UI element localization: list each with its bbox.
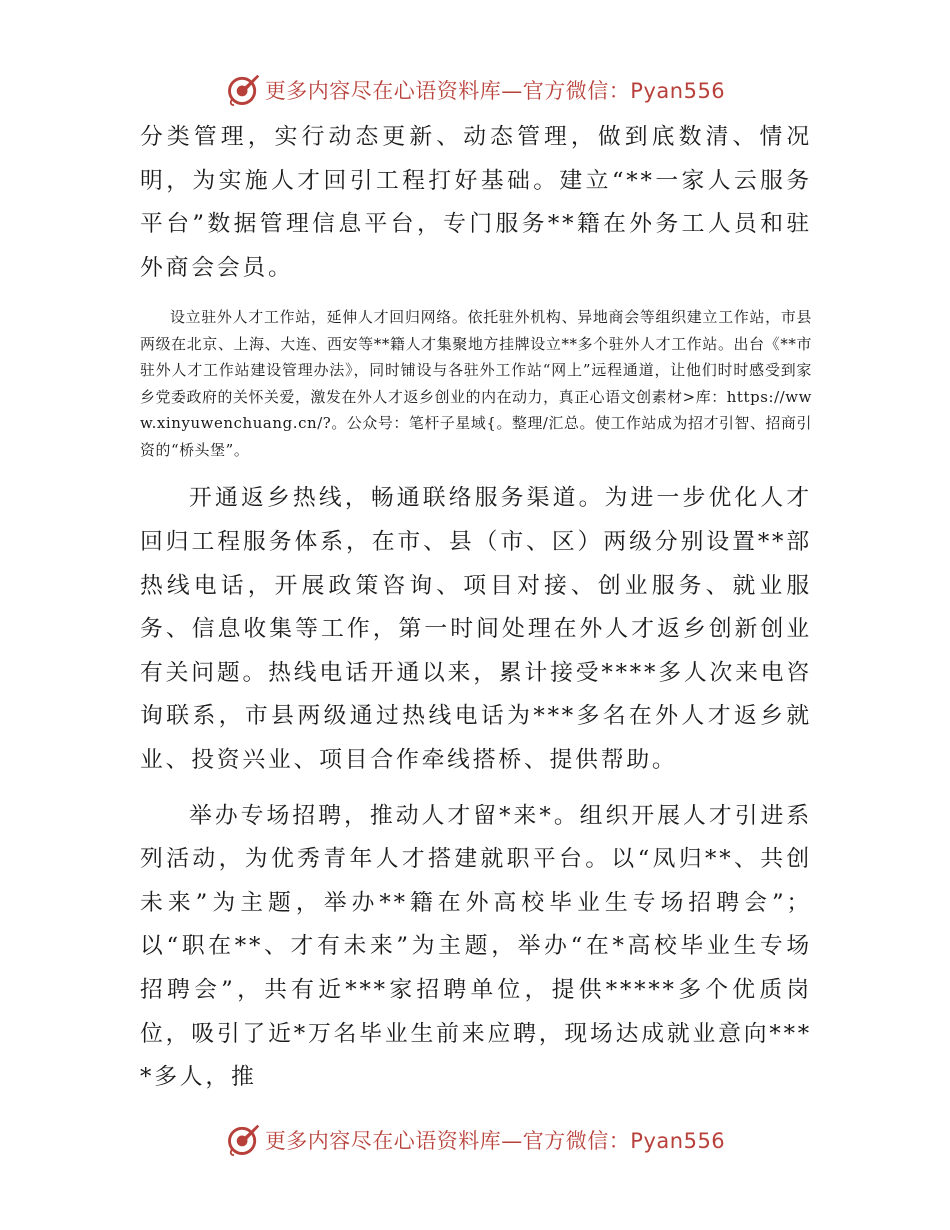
brush-ink-logo-icon bbox=[225, 1122, 261, 1158]
header-banner bbox=[0, 70, 950, 110]
document-body bbox=[140, 116, 812, 1100]
footer-banner bbox=[0, 1120, 950, 1160]
brush-ink-logo-icon bbox=[225, 72, 261, 108]
paragraph-4: 举办专场招聘，推动人才留*来*。组织开展人才引进系列活动，为优秀青年人才搭建就职平台。以“凤归**、共创未来”为主题，举办**籍在外高校毕业生专场招聘会”；以“职在**、才有未来”为主题，举办“在*高校毕业生专场招聘会”，共有近***家招聘单位，提供*****多个优质岗位，吸引了近*万名毕业生前来应聘，现场达成就业意向****多人，推 bbox=[140, 802, 812, 1091]
footer-banner-text: 更多内容尽在心语资料库—官方微信：Pyan556 bbox=[264, 1129, 726, 1153]
paragraph-2: 设立驻外人才工作站，延伸人才回归网络。依托驻外机构、异地商会等组织建立工作站，市县两级在北京、上海、大连、西安等**籍人才集聚地方挂牌设立**多个驻外人才工作站。出台《**市驻外人才工作站建设管理办法》，同时铺设与各驻外工作站“网上”远程通道，让他们时时感受到家乡党委政府的关怀关爱，激发在外人才返乡创业的内在动力，真正心语文创素材>库：https://www.xinyuwenchuang.cn/?。公众号：笔杆子星域{。整理/汇总。使工作站成为招才引智、招商引资的“桥头堡”。 bbox=[140, 308, 812, 459]
paragraph-1: 分类管理，实行动态更新、动态管理，做到底数清、情况明，为实施人才回引工程打好基础。建立“**一家人云服务平台”数据管理信息平台，专门服务**籍在外务工人员和驻外商会会员。 bbox=[140, 124, 812, 281]
header-banner-text: 更多内容尽在心语资料库—官方微信：Pyan556 bbox=[264, 79, 726, 103]
paragraph-3: 开通返乡热线，畅通联络服务渠道。为进一步优化人才回归工程服务体系，在市、县（市、区）两级分别设置**部热线电话，开展政策咨询、项目对接、创业服务、就业服务、信息收集等工作，第一时间处理在外人才返乡创新创业有关问题。热线电话开通以来，累计接受****多人次来电咨询联系，市县两级通过热线电话为***多名在外人才返乡就业、投资兴业、项目合作牵线搭桥、提供帮助。 bbox=[140, 485, 812, 773]
